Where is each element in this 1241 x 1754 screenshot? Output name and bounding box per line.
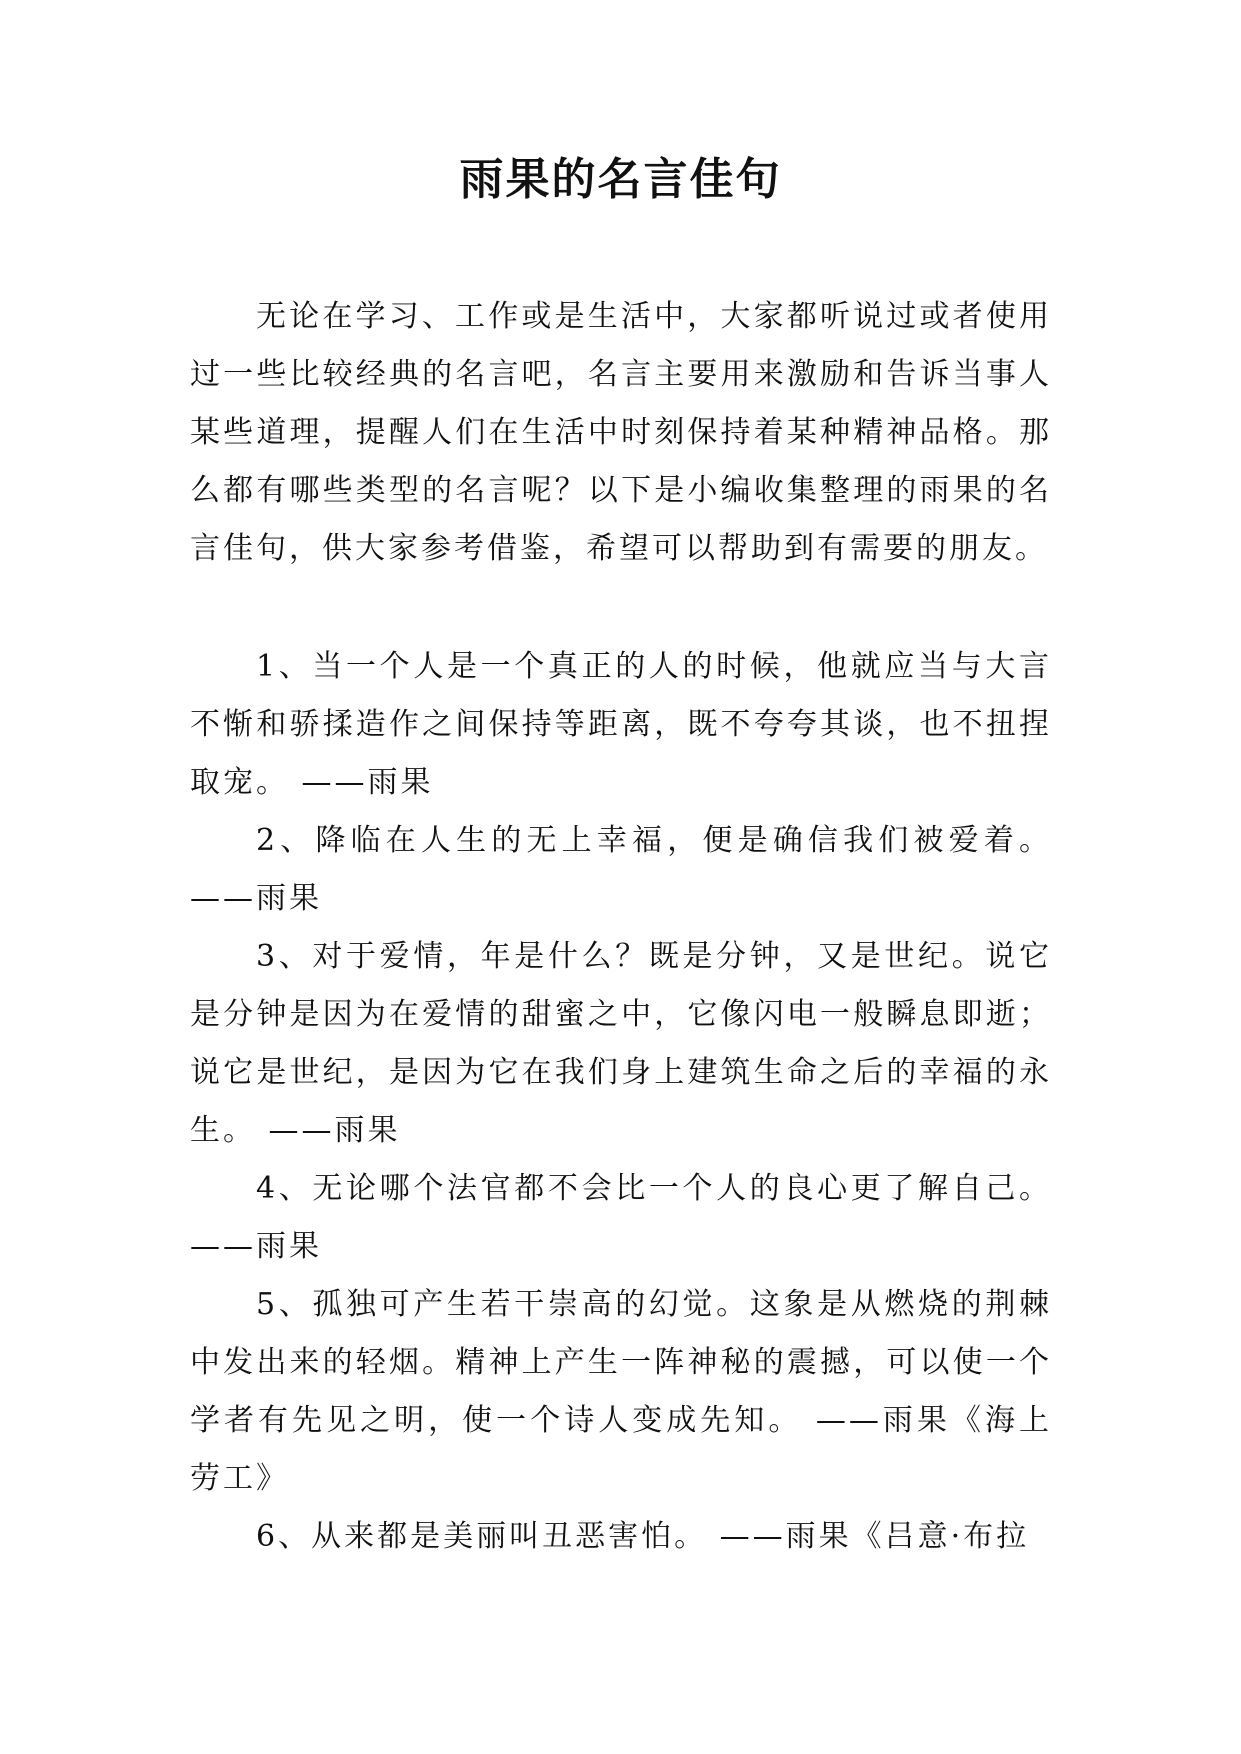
quote-item: 2、降临在人生的无上幸福，便是确信我们被爱着。 ——雨果 [190,823,1052,916]
quote-item: 4、无论哪个法官都不会比一个人的良心更了解自己。 ——雨果 [190,1171,1052,1264]
quote-item: 1、当一个人是一个真正的人的时候，他就应当与大言不惭和骄揉造作之间保持等距离，既不夸夸其谈，也不扭捏取宠。 ——雨果 [190,649,1052,800]
document-title: 雨果的名言佳句 [459,154,782,205]
intro-paragraph: 无论在学习、工作或是生活中，大家都听说过或者使用过一些比较经典的名言吧，名言主要用来激励和告诉当事人某些道理，提醒人们在生活中时刻保持着某种精神品格。那么都有哪些类型的名言呢？以下是小编收集整理的雨果的名言佳句，供大家参考借鉴，希望可以帮助到有需要的朋友。 [190,299,1052,566]
quote-list [190,638,1052,1566]
quote-item: 5、孤独可产生若干崇高的幻觉。这象是从燃烧的荆棘中发出来的轻烟。精神上产生一阵神秘的震撼，可以使一个学者有先见之明，使一个诗人变成先知。 ——雨果《海上劳工》 [190,1287,1052,1496]
quote-item: 3、对于爱情，年是什么？既是分钟，又是世纪。说它是分钟是因为在爱情的甜蜜之中，它像闪电一般瞬息即逝；说它是世纪，是因为它在我们身上建筑生命之后的幸福的永生。 ——雨果 [190,939,1052,1148]
quote-item: 6、从来都是美丽叫丑恶害怕。 ——雨果《吕意·布拉 [256,1519,1030,1554]
